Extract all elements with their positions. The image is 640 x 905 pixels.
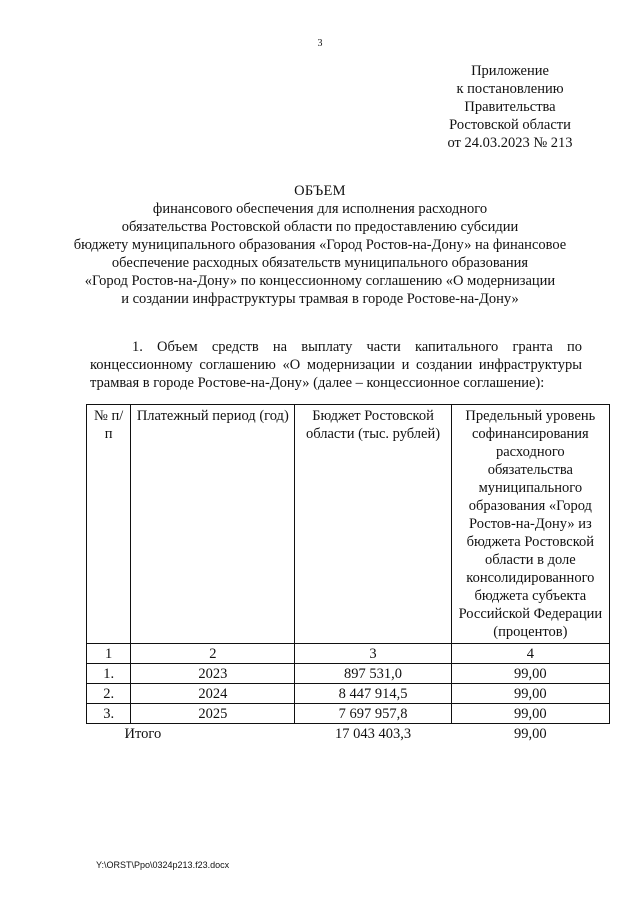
header-budget: Бюджет Ростовской области (тыс. рублей) — [295, 405, 451, 644]
title-line: обязательства Ростовской области по предоставлению субсидии — [121, 219, 519, 235]
appendix-line: Приложение — [471, 63, 549, 79]
row-budget: 897 531,0 — [295, 664, 451, 684]
title-line: и создании инфраструктуры трамвая в городе Ростове-на-Дону» — [121, 291, 519, 307]
appendix-line: Правительства — [464, 99, 556, 115]
page-number: 3 — [317, 38, 323, 49]
row-number: 3. — [87, 704, 131, 724]
row-number: 2. — [87, 684, 131, 704]
row-period: 2024 — [131, 684, 295, 704]
title-line: «Город Ростов-на-Дону» по концессионному соглашению «О модернизации — [84, 273, 556, 289]
row-budget: 8 447 914,5 — [295, 684, 451, 704]
column-number: 4 — [451, 644, 609, 664]
title-main: ОБЪЕМ — [294, 183, 346, 199]
appendix-date: от 24.03.2023 № 213 — [447, 135, 573, 151]
appendix-line: Ростовской области — [449, 117, 571, 133]
header-number: № п/п — [87, 405, 131, 644]
row-level: 99,00 — [451, 664, 609, 684]
table-row — [87, 704, 610, 724]
column-number-row — [87, 644, 610, 664]
row-level: 99,00 — [451, 684, 609, 704]
table-row — [87, 664, 610, 684]
document-title — [60, 182, 580, 308]
row-budget: 7 697 957,8 — [295, 704, 451, 724]
table-header-row — [87, 405, 610, 644]
row-number: 1. — [87, 664, 131, 684]
row-period: 2025 — [131, 704, 295, 724]
header-period: Платежный период (год) — [131, 405, 295, 644]
total-level: 99,00 — [451, 724, 609, 744]
title-line: бюджету муниципального образования «Город Ростов-на-Дону» на финансовое — [73, 237, 567, 253]
appendix-block — [430, 62, 590, 152]
paragraph-1: 1. Объем средств на выплату части капитального гранта по концессионному соглашению «О модернизации и создании инфраструктуры трамвая в городе Ростове-на-Дону» (далее – концессионное соглашение): — [90, 339, 582, 391]
total-row — [87, 724, 610, 744]
header-level: Предельный уровень софинансирования расходного обязательства муниципального образования «Город Ростов-на-Дону» из бюджета Ростовской области в доле консолидированного бюджета субъекта Российской Федерации (процентов) — [451, 405, 609, 644]
column-number: 3 — [295, 644, 451, 664]
title-line: финансового обеспечения для исполнения расходного — [152, 201, 488, 217]
appendix-line: к постановлению — [456, 81, 564, 97]
column-number: 2 — [131, 644, 295, 664]
financing-table — [86, 404, 610, 743]
title-line: обеспечение расходных обязательств муниципального образования — [111, 255, 529, 271]
total-label: Итого — [87, 724, 295, 744]
row-level: 99,00 — [451, 704, 609, 724]
file-path-footer: Y:\ORST\Ppo\0324p213.f23.docx — [96, 860, 230, 870]
column-number: 1 — [87, 644, 131, 664]
table-row — [87, 684, 610, 704]
total-budget: 17 043 403,3 — [295, 724, 451, 744]
row-period: 2023 — [131, 664, 295, 684]
